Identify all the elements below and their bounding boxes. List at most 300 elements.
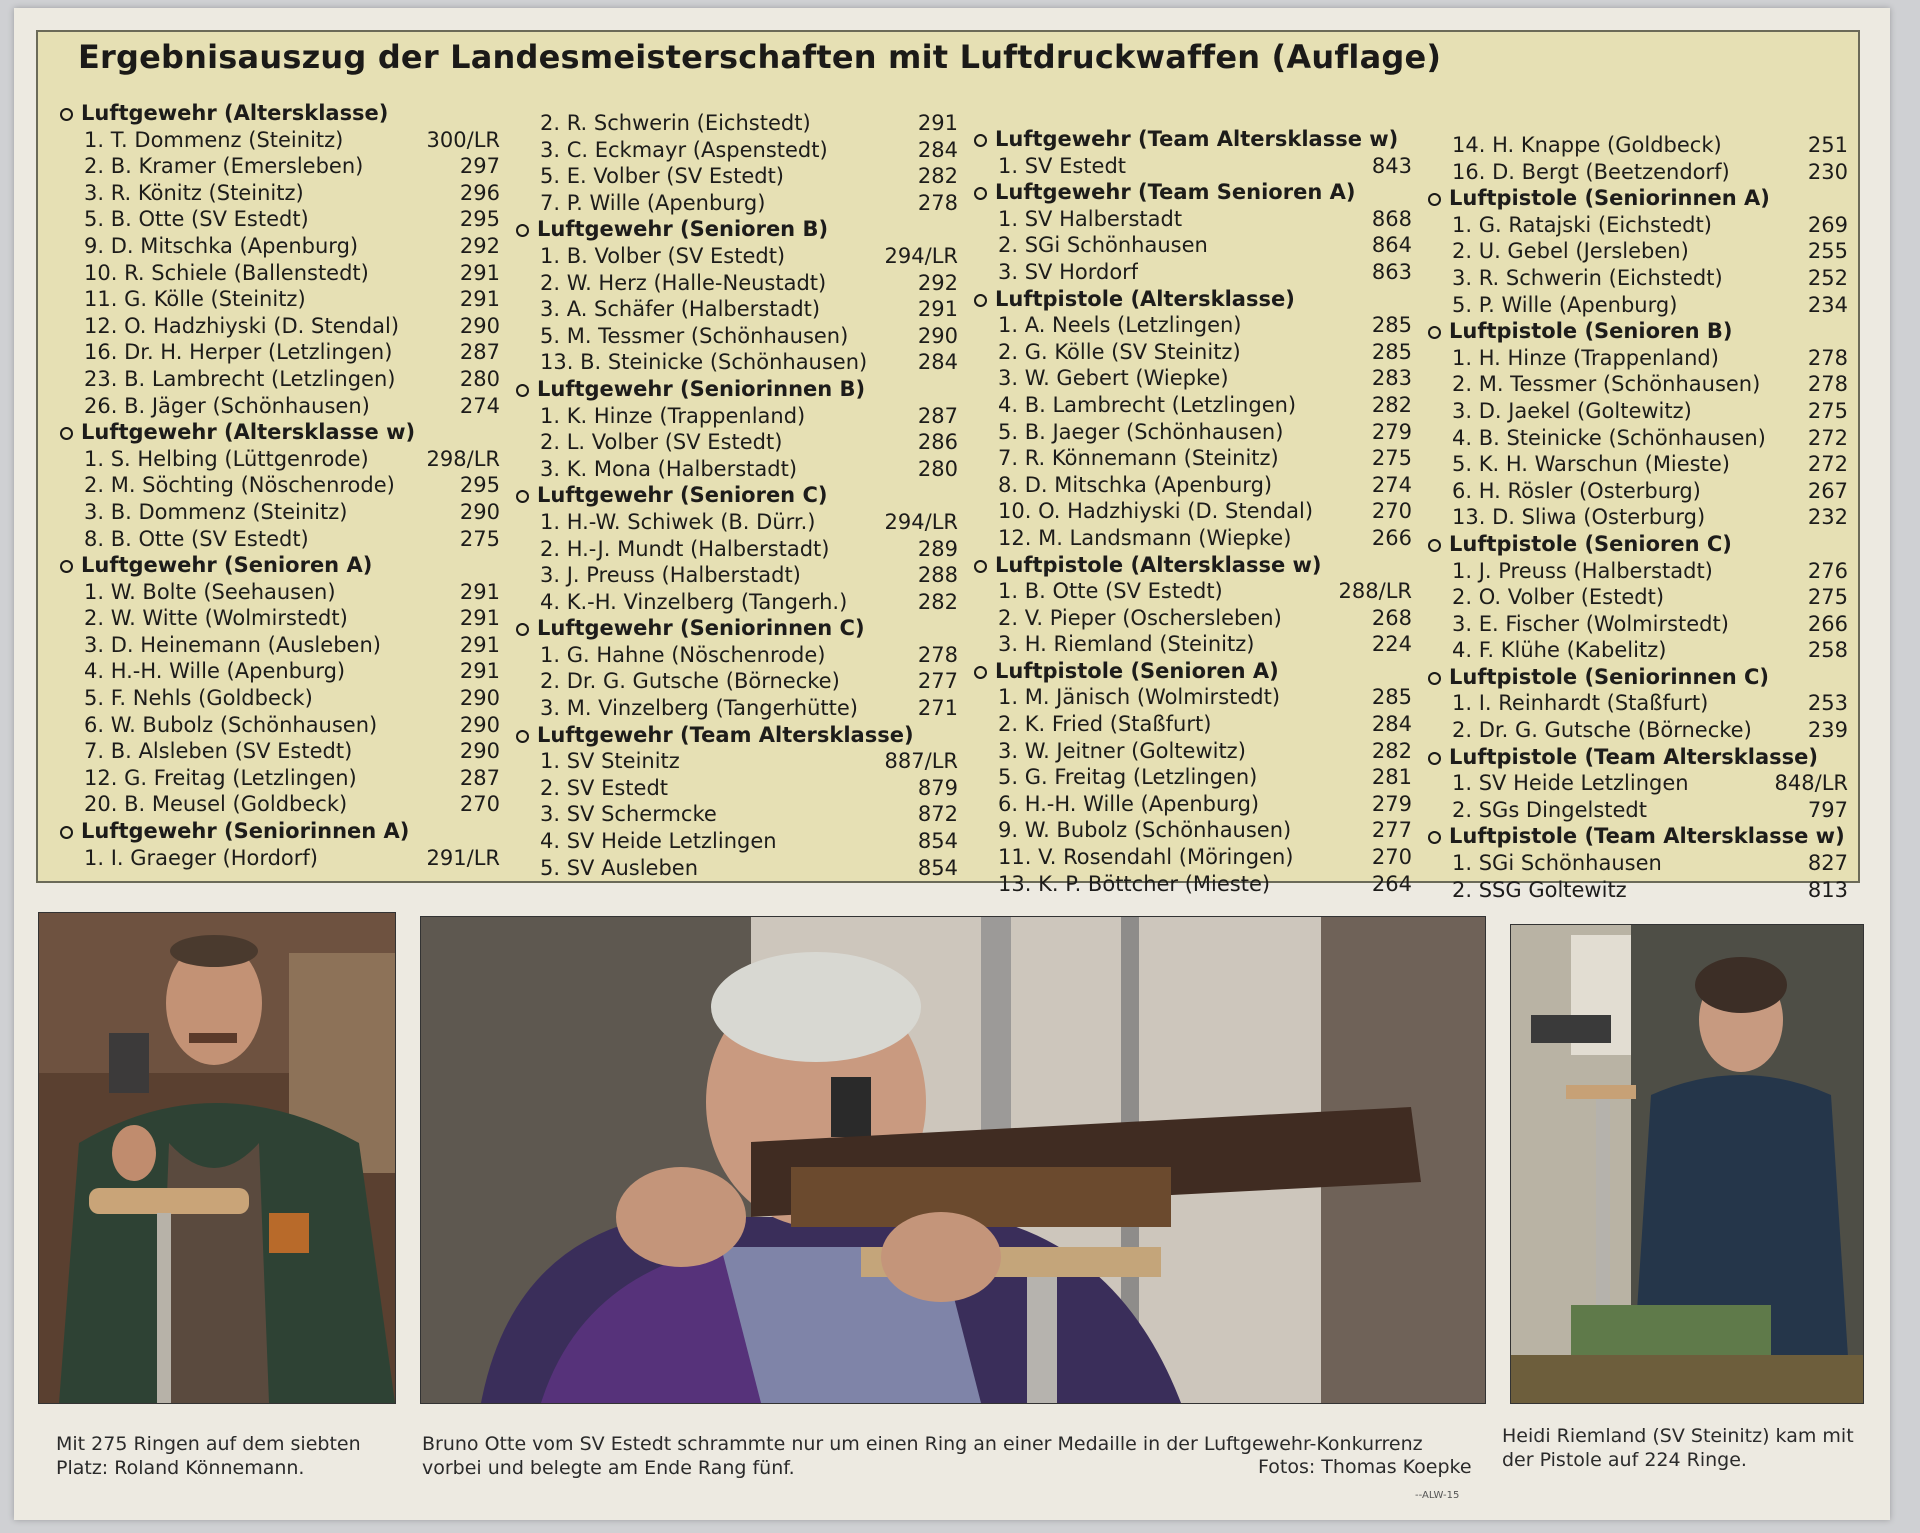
result-row: [516, 243, 958, 270]
result-score: 270: [459, 792, 500, 817]
result-name: 1. B. Otte (SV Estedt): [998, 579, 1223, 604]
result-name: 3. J. Preuss (Halberstadt): [540, 563, 801, 588]
result-score: 277: [917, 669, 958, 694]
result-name: 12. M. Landsmann (Wiepke): [998, 525, 1292, 550]
category-heading: [1428, 664, 1848, 691]
result-score: 278: [917, 642, 958, 667]
result-row: [60, 393, 500, 420]
result-name: 4. SV Heide Letzlingen: [540, 829, 777, 854]
result-score: 280: [459, 366, 500, 391]
result-row: [974, 312, 1412, 339]
result-row: [1428, 504, 1848, 531]
result-row: [974, 339, 1412, 366]
result-row: [60, 845, 500, 872]
photo-pistol-shooter-woman: [1510, 924, 1864, 1404]
result-score: 276: [1807, 558, 1848, 583]
results-column-4: [1428, 132, 1848, 903]
result-row: [1428, 558, 1848, 585]
result-name: 5. B. Jaeger (Schönhausen): [998, 419, 1284, 444]
result-name: 1. G. Ratajski (Eichstedt): [1452, 212, 1712, 237]
category-heading: [60, 419, 500, 446]
result-name: 12. G. Freitag (Letzlingen): [84, 765, 357, 790]
result-score: 864: [1371, 233, 1412, 258]
result-score: 879: [917, 775, 958, 800]
result-row: [1428, 451, 1848, 478]
category-heading: [516, 376, 958, 403]
result-score: 291/LR: [426, 845, 500, 870]
result-score: 275: [1371, 446, 1412, 471]
result-score: 854: [917, 829, 958, 854]
result-score: 285: [1371, 685, 1412, 710]
category-label: Luftpistole (Altersklasse): [995, 286, 1295, 311]
result-score: 282: [1371, 392, 1412, 417]
result-score: 291: [459, 579, 500, 604]
result-row: [1428, 478, 1848, 505]
circle-bullet-icon: [1428, 539, 1441, 552]
category-heading: [974, 552, 1412, 579]
result-name: 2. SV Estedt: [540, 775, 669, 800]
result-name: 3. D. Jaekel (Goltewitz): [1452, 398, 1692, 423]
result-row: [60, 153, 500, 180]
category-heading: [974, 658, 1412, 685]
result-row: [60, 526, 500, 553]
category-label: Luftpistole (Seniorinnen C): [1449, 664, 1769, 689]
category-label: Luftgewehr (Senioren A): [81, 553, 373, 578]
result-row: [1428, 584, 1848, 611]
result-row: [60, 127, 500, 154]
results-box: [36, 30, 1860, 902]
result-name: 5. B. Otte (SV Estedt): [84, 207, 309, 232]
result-score: 288/LR: [1338, 579, 1412, 604]
result-row: [516, 296, 958, 323]
result-name: 3. D. Heinemann (Ausleben): [84, 632, 381, 657]
result-score: 291: [917, 297, 958, 322]
result-name: 4. H.-H. Wille (Apenburg): [84, 659, 346, 684]
result-row: [1428, 637, 1848, 664]
result-name: 23. B. Lambrecht (Letzlingen): [84, 366, 396, 391]
result-score: 295: [459, 207, 500, 232]
result-score: 255: [1807, 239, 1848, 264]
result-name: 26. B. Jäger (Schönhausen): [84, 393, 370, 418]
category-label: Luftpistole (Senioren C): [1449, 531, 1732, 556]
result-row: [60, 472, 500, 499]
result-row: [60, 446, 500, 473]
result-row: [974, 738, 1412, 765]
result-score: 284: [917, 350, 958, 375]
result-score: 282: [1371, 738, 1412, 763]
result-name: 4. B. Steinicke (Schönhausen): [1452, 425, 1766, 450]
result-name: 1. I. Graeger (Hordorf): [84, 845, 319, 870]
category-label: Luftgewehr (Altersklasse): [81, 101, 389, 125]
result-name: 1. B. Volber (SV Estedt): [540, 243, 786, 268]
result-name: 3. M. Vinzelberg (Tangerhütte): [540, 696, 858, 721]
result-name: 2. SSG Goltewitz: [1452, 877, 1627, 902]
result-score: 270: [1371, 845, 1412, 870]
result-row: [516, 562, 958, 589]
result-score: 264: [1371, 871, 1412, 896]
result-row: [974, 259, 1412, 286]
result-score: 297: [459, 154, 500, 179]
result-score: 290: [917, 323, 958, 348]
result-score: 290: [459, 739, 500, 764]
photo-rifle-shooter: [420, 916, 1486, 1404]
result-score: 288: [917, 563, 958, 588]
result-row: [60, 260, 500, 287]
result-row: [974, 419, 1412, 446]
result-row: [1428, 797, 1848, 824]
result-name: 1. J. Preuss (Halberstadt): [1452, 558, 1713, 583]
result-name: 2. W. Herz (Halle-Neustadt): [540, 270, 827, 295]
result-name: 1. SV Heide Letzlingen: [1452, 771, 1689, 796]
result-row: [516, 163, 958, 190]
result-name: 8. B. Otte (SV Estedt): [84, 526, 309, 551]
result-score: 292: [917, 270, 958, 295]
result-row: [1428, 850, 1848, 877]
result-row: [60, 313, 500, 340]
result-name: 1. SV Halberstadt: [998, 206, 1183, 231]
result-score: 300/LR: [426, 127, 500, 152]
result-name: 2. V. Pieper (Oschersleben): [998, 605, 1282, 630]
result-score: 287: [459, 340, 500, 365]
result-score: 279: [1371, 419, 1412, 444]
result-name: 2. SGs Dingelstedt: [1452, 797, 1647, 822]
result-score: 290: [459, 686, 500, 711]
category-heading: [516, 216, 958, 243]
result-name: 9. D. Mitschka (Apenburg): [84, 233, 359, 258]
result-name: 5. M. Tessmer (Schönhausen): [540, 323, 849, 348]
result-name: 2. L. Volber (SV Estedt): [540, 430, 783, 455]
result-name: 3. B. Dommenz (Steinitz): [84, 499, 348, 524]
result-name: 5. F. Nehls (Goldbeck): [84, 686, 313, 711]
result-row: [60, 286, 500, 313]
result-score: 266: [1371, 525, 1412, 550]
result-row: [1428, 371, 1848, 398]
result-row: [974, 365, 1412, 392]
result-score: 284: [917, 137, 958, 162]
category-label: Luftgewehr (Senioren C): [537, 483, 828, 508]
result-score: 289: [917, 536, 958, 561]
result-score: 275: [1807, 398, 1848, 423]
category-label: Luftgewehr (Team Altersklasse): [537, 722, 914, 747]
result-row: [974, 525, 1412, 552]
results-column-3: [974, 126, 1412, 897]
page-code: --ALW-15: [1415, 1490, 1460, 1501]
result-score: 275: [1807, 585, 1848, 610]
result-name: 3. SV Schermcke: [540, 802, 717, 827]
circle-bullet-icon: [974, 560, 987, 573]
result-row: [974, 498, 1412, 525]
result-row: [974, 578, 1412, 605]
result-score: 230: [1807, 159, 1848, 184]
result-name: 3. E. Fischer (Wolmirstedt): [1452, 611, 1729, 636]
result-score: 287: [459, 765, 500, 790]
result-row: [1428, 770, 1848, 797]
category-label: Luftpistole (Senioren A): [995, 658, 1279, 683]
result-score: 252: [1807, 265, 1848, 290]
result-row: [1428, 425, 1848, 452]
result-row: [516, 349, 958, 376]
result-score: 813: [1807, 877, 1848, 902]
result-name: 2. Dr. G. Gutsche (Börnecke): [540, 669, 840, 694]
result-name: 4. B. Lambrecht (Letzlingen): [998, 392, 1297, 417]
result-row: [516, 536, 958, 563]
result-name: 3. R. Könitz (Steinitz): [84, 180, 304, 205]
circle-bullet-icon: [974, 666, 987, 679]
article-title: Ergebnisauszug der Landesmeisterschaften mit Luftdruckwaffen (Auflage): [78, 38, 1442, 76]
result-name: 1. K. Hinze (Trappenland): [540, 403, 806, 428]
result-score: 290: [459, 313, 500, 338]
result-score: 292: [459, 233, 500, 258]
result-row: [516, 429, 958, 456]
category-label: Luftgewehr (Altersklasse w): [81, 420, 416, 445]
result-row: [60, 738, 500, 765]
result-name: 13. B. Steinicke (Schönhausen): [540, 350, 868, 375]
result-name: 6. W. Bubolz (Schönhausen): [84, 712, 378, 737]
result-score: 286: [917, 430, 958, 455]
result-name: 3. SV Hordorf: [998, 259, 1139, 284]
result-name: 4. F. Klühe (Kabelitz): [1452, 638, 1667, 663]
result-score: 281: [1371, 765, 1412, 790]
result-row: [516, 695, 958, 722]
result-row: [974, 472, 1412, 499]
result-name: 12. O. Hadzhiyski (D. Stendal): [84, 313, 400, 338]
result-name: 13. K. P. Böttcher (Mieste): [998, 871, 1271, 896]
result-name: 11. G. Kölle (Steinitz): [84, 287, 306, 312]
result-row: [60, 206, 500, 233]
result-name: 1. SV Steinitz: [540, 749, 680, 774]
result-score: 285: [1371, 313, 1412, 338]
result-score: 284: [1371, 712, 1412, 737]
result-row: [60, 712, 500, 739]
category-label: Luftgewehr (Seniorinnen A): [81, 819, 410, 844]
result-name: 2. SGi Schönhausen: [998, 233, 1208, 258]
result-name: 7. R. Könnemann (Steinitz): [998, 446, 1279, 471]
result-row: [516, 270, 958, 297]
result-row: [974, 206, 1412, 233]
result-name: 5. K. H. Warschun (Mieste): [1452, 452, 1730, 477]
category-heading: [974, 179, 1412, 206]
result-row: [516, 323, 958, 350]
result-row: [974, 844, 1412, 871]
result-name: 11. V. Rosendahl (Möringen): [998, 845, 1294, 870]
circle-bullet-icon: [516, 384, 529, 397]
result-score: 268: [1371, 605, 1412, 630]
result-score: 797: [1807, 797, 1848, 822]
caption-center: Bruno Otte vom SV Estedt schrammte nur um einen Ring an einer Medaille in der Luftgewehr-Konkurrenz vorbei und belegte am Ende Rang fünf.: [422, 1433, 1423, 1479]
result-name: 2. O. Volber (Estedt): [1452, 585, 1665, 610]
result-score: 296: [459, 180, 500, 205]
result-name: 8. D. Mitschka (Apenburg): [998, 472, 1273, 497]
result-score: 290: [459, 499, 500, 524]
result-name: 3. K. Mona (Halberstadt): [540, 456, 798, 481]
circle-bullet-icon: [60, 108, 73, 121]
result-score: 234: [1807, 292, 1848, 317]
result-score: 872: [917, 802, 958, 827]
result-row: [516, 403, 958, 430]
result-score: 272: [1807, 425, 1848, 450]
result-name: 2. Dr. G. Gutsche (Börnecke): [1452, 718, 1752, 743]
result-score: 251: [1807, 133, 1848, 157]
result-name: 2. M. Söchting (Nöschenrode): [84, 473, 395, 498]
result-score: 274: [459, 393, 500, 418]
result-row: [60, 579, 500, 606]
results-column-2: [516, 110, 958, 881]
result-name: 2. M. Tessmer (Schönhausen): [1452, 372, 1761, 397]
result-name: 2. G. Kölle (SV Steinitz): [998, 339, 1241, 364]
result-name: 2. H.-J. Mundt (Halberstadt): [540, 536, 830, 561]
result-name: 3. A. Schäfer (Halberstadt): [540, 297, 821, 322]
result-score: 848/LR: [1774, 771, 1848, 796]
result-row: [1428, 265, 1848, 292]
result-row: [974, 764, 1412, 791]
circle-bullet-icon: [1428, 193, 1441, 206]
result-row: [1428, 292, 1848, 319]
circle-bullet-icon: [1428, 752, 1441, 765]
category-heading: [60, 552, 500, 579]
result-name: 3. H. Riemland (Steinitz): [998, 632, 1255, 657]
result-row: [974, 232, 1412, 259]
caption-right: Heidi Riemland (SV Steinitz) kam mit der Pistole auf 224 Ringe.: [1502, 1425, 1854, 1471]
result-name: 9. W. Bubolz (Schönhausen): [998, 818, 1292, 843]
category-label: Luftgewehr (Seniorinnen B): [537, 376, 866, 401]
result-score: 232: [1807, 505, 1848, 530]
result-row: [516, 137, 958, 164]
result-row: [1428, 159, 1848, 186]
result-name: 1. M. Jänisch (Wolmirstedt): [998, 685, 1281, 710]
result-row: [974, 871, 1412, 898]
result-row: [516, 190, 958, 217]
category-label: Luftpistole (Altersklasse w): [995, 552, 1322, 577]
result-row: [1428, 717, 1848, 744]
result-name: 2. K. Fried (Staßfurt): [998, 712, 1212, 737]
circle-bullet-icon: [60, 560, 73, 573]
circle-bullet-icon: [516, 224, 529, 237]
result-row: [60, 632, 500, 659]
result-score: 239: [1807, 718, 1848, 743]
result-score: 291: [917, 111, 958, 135]
result-name: 10. O. Hadzhiyski (D. Stendal): [998, 499, 1314, 524]
result-score: 863: [1371, 259, 1412, 284]
result-row: [516, 668, 958, 695]
result-name: 3. R. Schwerin (Eichstedt): [1452, 265, 1723, 290]
result-row: [60, 339, 500, 366]
category-heading: [516, 482, 958, 509]
result-row: [60, 765, 500, 792]
result-name: 1. A. Neels (Letzlingen): [998, 313, 1242, 338]
circle-bullet-icon: [974, 187, 987, 200]
result-score: 224: [1371, 632, 1412, 657]
result-name: 5. G. Freitag (Letzlingen): [998, 765, 1258, 790]
result-row: [516, 801, 958, 828]
result-score: 287: [917, 403, 958, 428]
result-row: [1428, 132, 1848, 159]
result-row: [1428, 212, 1848, 239]
result-name: 4. K.-H. Vinzelberg (Tangerh.): [540, 589, 848, 614]
result-name: 1. H.-W. Schiwek (B. Dürr.): [540, 509, 816, 534]
result-name: 1. SGi Schönhausen: [1452, 851, 1662, 876]
result-row: [974, 791, 1412, 818]
category-heading: [516, 615, 958, 642]
result-score: 274: [1371, 472, 1412, 497]
result-name: 3. W. Jeitner (Goltewitz): [998, 738, 1246, 763]
result-name: 1. W. Bolte (Seehausen): [84, 579, 336, 604]
category-heading: [1428, 744, 1848, 771]
result-name: 7. B. Alsleben (SV Estedt): [84, 739, 353, 764]
result-score: 279: [1371, 791, 1412, 816]
category-label: Luftpistole (Seniorinnen A): [1449, 186, 1770, 211]
result-row: [60, 180, 500, 207]
result-name: 10. R. Schiele (Ballenstedt): [84, 260, 369, 285]
circle-bullet-icon: [974, 134, 987, 147]
result-score: 294/LR: [884, 509, 958, 534]
result-score: 887/LR: [884, 749, 958, 774]
result-row: [60, 499, 500, 526]
result-row: [516, 748, 958, 775]
result-name: 7. P. Wille (Apenburg): [540, 190, 766, 215]
result-score: 294/LR: [884, 243, 958, 268]
result-score: 272: [1807, 452, 1848, 477]
category-label: Luftpistole (Team Altersklasse w): [1449, 824, 1845, 849]
result-score: 843: [1371, 153, 1412, 178]
result-score: 277: [1371, 818, 1412, 843]
category-label: Luftgewehr (Senioren B): [537, 217, 829, 242]
result-row: [1428, 345, 1848, 372]
result-score: 269: [1807, 212, 1848, 237]
result-row: [60, 366, 500, 393]
result-name: 6. H.-H. Wille (Apenburg): [998, 791, 1260, 816]
circle-bullet-icon: [516, 490, 529, 503]
result-name: 3. C. Eckmayr (Aspenstedt): [540, 137, 828, 162]
result-name: 13. D. Sliwa (Osterburg): [1452, 505, 1706, 530]
result-row: [974, 817, 1412, 844]
result-row: [60, 791, 500, 818]
result-name: 1. SV Estedt: [998, 153, 1127, 178]
circle-bullet-icon: [60, 826, 73, 839]
result-name: 5. SV Ausleben: [540, 855, 699, 880]
result-score: 291: [459, 659, 500, 684]
photo-pistol-shooter-man: [38, 912, 396, 1404]
result-name: 2. W. Witte (Wolmirstedt): [84, 606, 348, 631]
category-heading: [974, 126, 1412, 153]
result-name: 5. P. Wille (Apenburg): [1452, 292, 1678, 317]
result-row: [516, 855, 958, 882]
category-heading: [1428, 318, 1848, 345]
result-name: 14. H. Knappe (Goldbeck): [1452, 133, 1722, 157]
category-heading: [1428, 185, 1848, 212]
category-heading: [60, 818, 500, 845]
result-row: [60, 233, 500, 260]
result-row: [516, 642, 958, 669]
result-score: 291: [459, 260, 500, 285]
result-name: 3. W. Gebert (Wiepke): [998, 366, 1229, 391]
category-heading: [1428, 531, 1848, 558]
result-score: 854: [917, 855, 958, 880]
result-score: 282: [917, 164, 958, 189]
result-name: 2. B. Kramer (Emersleben): [84, 154, 364, 179]
result-name: 1. T. Dommenz (Steinitz): [84, 127, 344, 152]
result-score: 270: [1371, 499, 1412, 524]
result-name: 16. Dr. H. Herper (Letzlingen): [84, 340, 393, 365]
result-score: 291: [459, 287, 500, 312]
category-heading: [516, 722, 958, 749]
category-label: Luftpistole (Team Altersklasse): [1449, 744, 1818, 769]
result-score: 266: [1807, 611, 1848, 636]
result-row: [974, 711, 1412, 738]
circle-bullet-icon: [516, 730, 529, 743]
result-row: [974, 631, 1412, 658]
result-row: [516, 775, 958, 802]
result-row: [60, 605, 500, 632]
